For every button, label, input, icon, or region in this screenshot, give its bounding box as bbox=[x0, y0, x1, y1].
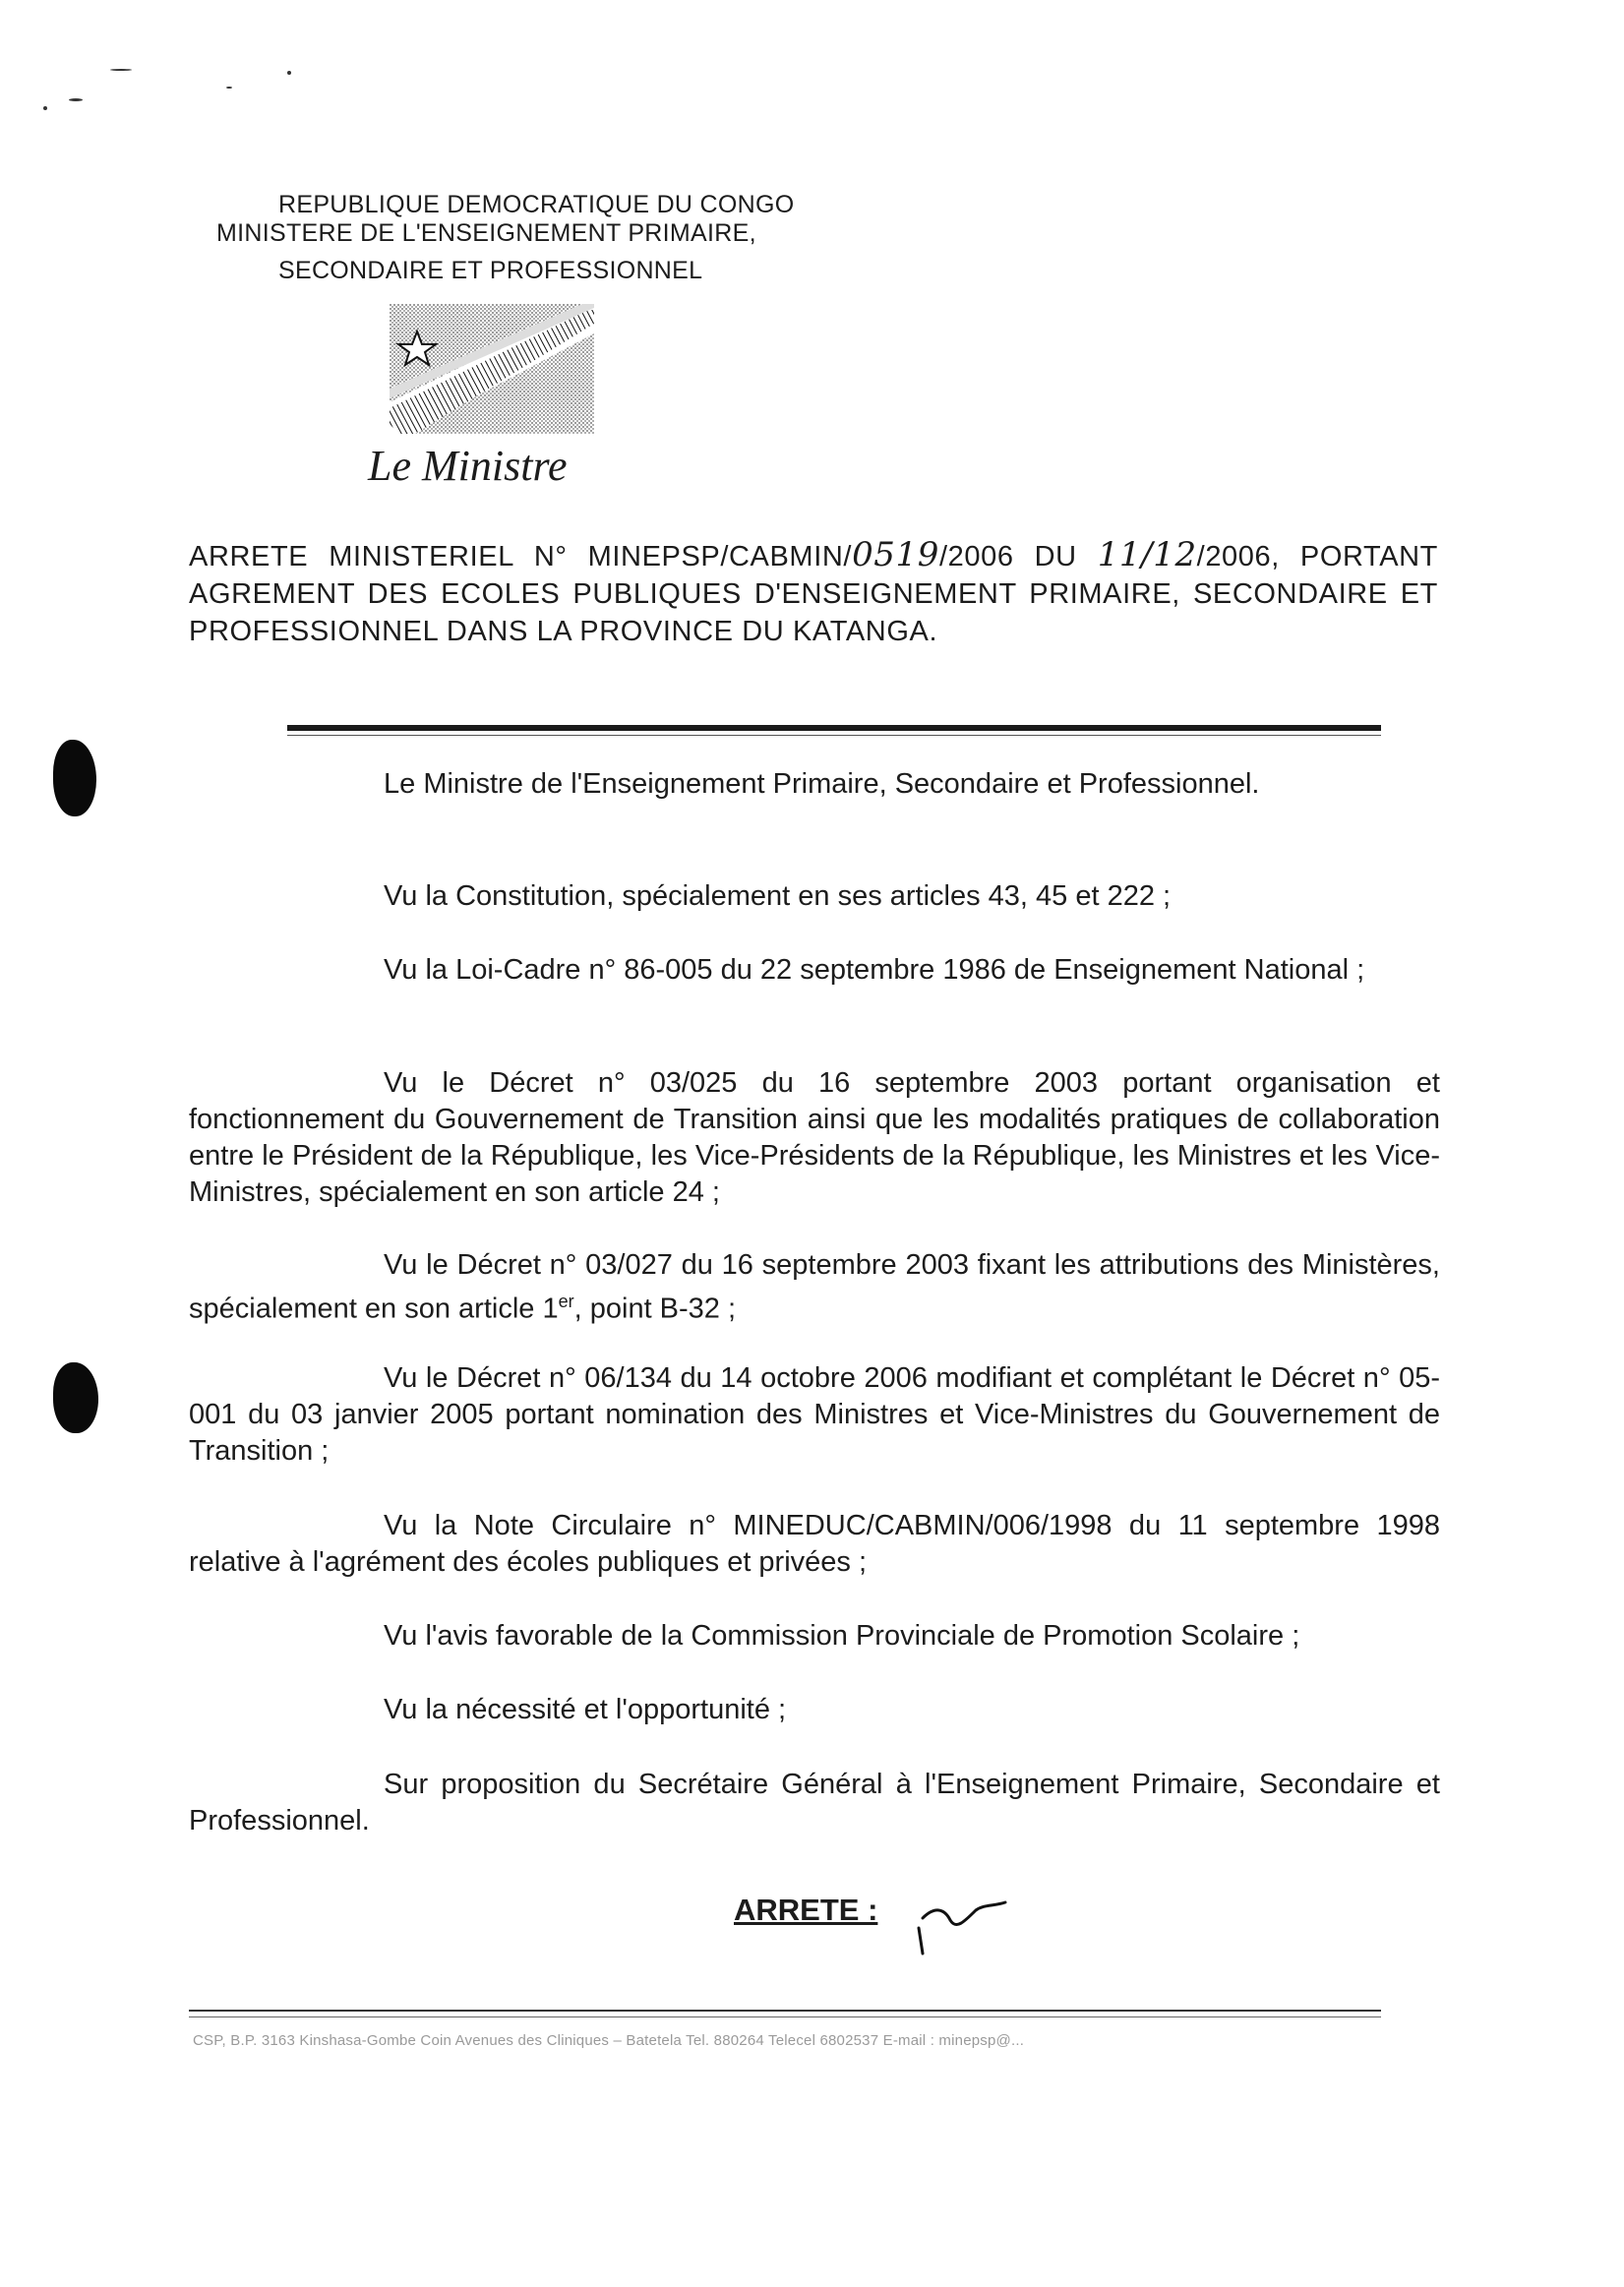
signature-title: Le Ministre bbox=[368, 442, 568, 490]
paragraph-text: Vu la nécessité et l'opportunité ; bbox=[384, 1694, 787, 1725]
paragraph-text: Vu le Décret n° 03/027 du 16 septembre 2003 fixant les attributions des Ministères, spécialement en son article 1 bbox=[189, 1249, 1440, 1325]
paragraph-decret-03-025 bbox=[189, 1065, 1440, 1211]
paragraph-text: Vu la Constitution, spécialement en ses articles 43, 45 et 222 ; bbox=[384, 880, 1172, 912]
paragraph-decret-03-027 bbox=[189, 1247, 1440, 1328]
decree-title-year: /2006 DU bbox=[939, 541, 1098, 572]
paragraph-text: Sur proposition du Secrétaire Général à l'Enseignement Primaire, Secondaire et Professionnel. bbox=[189, 1769, 1440, 1836]
scan-speck bbox=[287, 71, 291, 75]
paragraph-text: Vu le Décret n° 06/134 du 14 octobre 2006 modifiant et complétant le Décret n° 05-001 du 03 janvier 2005 portant nomination des Ministres et Vice-Ministres du Gouvernement de Transition ; bbox=[189, 1362, 1440, 1467]
paragraph-text: , point B-32 ; bbox=[573, 1293, 737, 1325]
divider-thin bbox=[287, 735, 1381, 736]
country-header: REPUBLIQUE DEMOCRATIQUE DU CONGO bbox=[278, 191, 795, 218]
divider-thick bbox=[287, 725, 1381, 731]
scan-speck bbox=[226, 87, 232, 89]
paragraph-avis bbox=[189, 1618, 1440, 1655]
paragraph-text: Le Ministre de l'Enseignement Primaire, Secondaire et Professionnel. bbox=[384, 768, 1260, 800]
paragraph-loi-cadre bbox=[189, 952, 1440, 989]
footer-address: CSP, B.P. 3163 Kinshasa-Gombe Coin Avenues des Cliniques – Batetela Tel. 880264 Telecel 6802537 E-mail : minepsp@... bbox=[193, 2032, 1025, 2049]
arrete-heading: ARRETE : bbox=[734, 1893, 878, 1927]
paragraph-note-circulaire bbox=[189, 1508, 1440, 1581]
flag-emblem-icon bbox=[386, 300, 597, 438]
paragraph-superscript: er bbox=[558, 1292, 574, 1311]
decree-title bbox=[189, 536, 1438, 650]
decree-title-prefix: ARRETE MINISTERIEL N° MINEPSP/CABMIN/ bbox=[189, 541, 853, 572]
paragraph-text: Vu la Loi-Cadre n° 86-005 du 22 septembre 1986 de Enseignement National ; bbox=[384, 954, 1365, 986]
punch-hole-mark bbox=[53, 1362, 98, 1433]
punch-hole-mark bbox=[53, 740, 96, 816]
paragraph-text: Vu l'avis favorable de la Commission Provinciale de Promotion Scolaire ; bbox=[384, 1620, 1300, 1652]
ministry-header-line1: MINISTERE DE L'ENSEIGNEMENT PRIMAIRE, bbox=[216, 219, 756, 247]
paragraph-proposition bbox=[189, 1767, 1440, 1839]
footer-divider bbox=[189, 2010, 1381, 2012]
scan-speck bbox=[69, 98, 83, 101]
paragraph-preamble bbox=[189, 766, 1440, 803]
paragraph-decret-06-134 bbox=[189, 1360, 1440, 1470]
initials-signature-icon bbox=[905, 1889, 1023, 1957]
decree-number-handwritten: 0519 bbox=[852, 535, 939, 574]
scan-speck bbox=[110, 69, 132, 71]
footer-divider-thin bbox=[189, 2016, 1381, 2017]
paragraph-necessite bbox=[189, 1692, 1440, 1728]
decree-date-handwritten: 11/12 bbox=[1097, 535, 1197, 574]
paragraph-text: Vu la Note Circulaire n° MINEDUC/CABMIN/006/1998 du 11 septembre 1998 relative à l'agrément des écoles publiques et privées ; bbox=[189, 1510, 1440, 1578]
paragraph-text: Vu le Décret n° 03/025 du 16 septembre 2003 portant organisation et fonctionnement du Gouvernement de Transition ainsi que les modalités pratiques de collaboration entre le Président de la République, les Vice-Présidents de la République, les Ministres et les Vice-Ministres, spécialement en son article 24 ; bbox=[189, 1067, 1440, 1208]
decree-title-suffix: /2006, PORTANT AGREMENT DES ECOLES PUBLIQUES D'ENSEIGNEMENT PRIMAIRE, SECONDAIRE ET PROFESSIONNEL DANS LA PROVINCE DU KATANGA. bbox=[189, 541, 1438, 647]
ministry-header-line2: SECONDAIRE ET PROFESSIONNEL bbox=[278, 257, 703, 284]
paragraph-constitution bbox=[189, 878, 1440, 915]
scan-speck bbox=[43, 106, 47, 110]
